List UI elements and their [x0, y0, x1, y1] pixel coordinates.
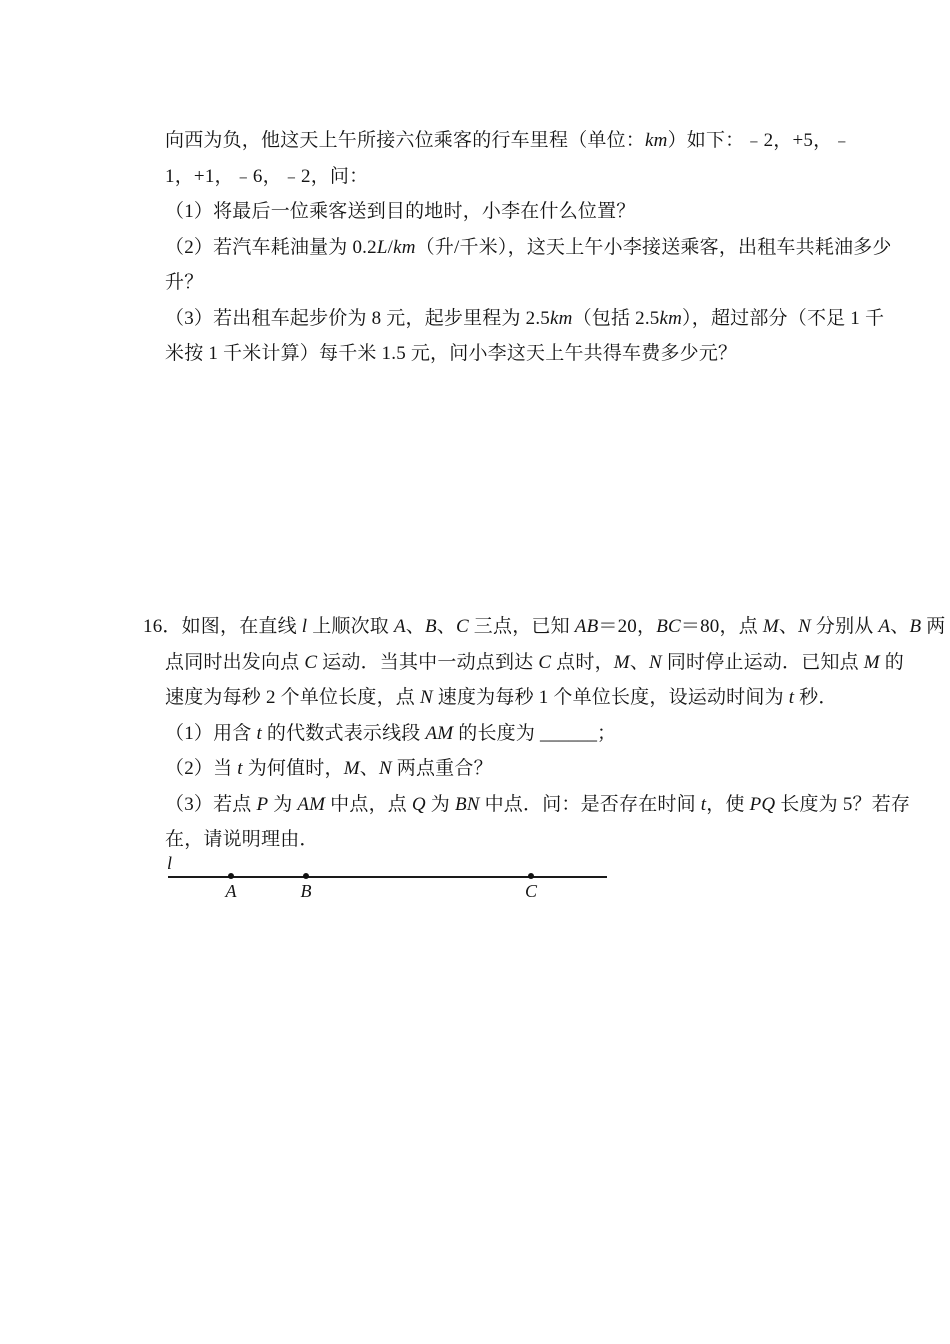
math-var: N: [378, 758, 392, 779]
math-var: C: [304, 651, 318, 673]
text-segment: 、: [778, 616, 799, 637]
text-segment: 、: [436, 616, 456, 637]
math-var: B: [909, 616, 922, 637]
text-segment: 速度为每秒 2 个单位长度，点: [165, 687, 420, 708]
text-segment: 、: [629, 651, 650, 673]
text-line: [165, 680, 845, 716]
math-var: km: [659, 307, 683, 329]
math-var: M: [343, 758, 360, 779]
text-segment: 运动．当其中一动点到达: [317, 651, 539, 673]
text-segment: 两: [921, 616, 946, 637]
text-segment: ；: [597, 722, 617, 744]
math-var: C: [538, 651, 552, 673]
math-var: Q: [411, 793, 426, 815]
text-segment: 点同时出发向点: [165, 651, 305, 673]
math-var: km: [550, 307, 573, 329]
text-segment: 秒．: [794, 687, 838, 708]
math-var: BN: [454, 793, 480, 815]
text-segment: 、: [890, 616, 910, 637]
text-line: [165, 716, 845, 752]
text-line: [165, 822, 845, 858]
text-line: [165, 194, 845, 230]
math-var: l: [301, 616, 308, 637]
math-var: L: [376, 236, 388, 258]
point-label-A: A: [225, 881, 237, 901]
math-var: N: [419, 687, 433, 708]
text-segment: 为何值时，: [242, 758, 344, 779]
math-var: A: [878, 616, 891, 637]
text-segment: 米按 1 千米计算）每千米 1.5 元，问小李这天上午共得车费多少元？: [165, 343, 738, 364]
math-var: AB: [574, 616, 599, 637]
math-var: t: [237, 758, 243, 779]
math-var: AM: [297, 793, 326, 815]
text-segment: 的: [879, 651, 904, 673]
math-var: km: [393, 236, 416, 258]
math-var: M: [863, 651, 880, 673]
text-segment: 点时，: [551, 651, 614, 673]
text-segment: （包括 2.5: [572, 307, 660, 329]
problem-16-block: [143, 609, 946, 858]
math-var: M: [762, 616, 779, 637]
text-segment: 升？: [165, 272, 204, 293]
text-line: [165, 230, 892, 266]
answer-blank: ______: [540, 722, 597, 744]
point-dot-A: [228, 873, 234, 879]
text-line: [165, 787, 911, 823]
text-segment: 的代数式表示线段: [261, 722, 426, 744]
point-dot-C: [528, 873, 534, 879]
math-var: B: [424, 616, 437, 637]
text-line: [165, 645, 904, 681]
math-var: N: [798, 616, 811, 637]
math-var: N: [649, 651, 662, 673]
text-segment: 、: [359, 758, 379, 779]
text-segment: （升/千米），这天上午小李接送乘客，出租车共耗油多少: [415, 236, 892, 258]
text-segment: 为: [268, 793, 298, 815]
text-segment: 向西为负，他这天上午所接六位乘客的行车里程（单位：: [165, 130, 646, 151]
math-var: M: [613, 651, 630, 673]
text-segment: ）如下：﹣2，+5，﹣: [667, 130, 852, 151]
point-label-C: C: [524, 881, 538, 901]
text-segment: （3）若出租车起步价为 8 元，起步里程为 2.5: [165, 307, 551, 329]
math-var: km: [645, 130, 668, 151]
text-line: [165, 265, 845, 301]
math-var: t: [788, 687, 795, 708]
text-line: [165, 159, 845, 195]
text-segment: 为: [425, 793, 455, 815]
line-label-l: l: [167, 853, 173, 873]
text-segment: 分别从: [810, 616, 879, 637]
point-label-B: B: [300, 881, 312, 901]
text-segment: 在，请说明理由．: [165, 829, 319, 850]
text-segment: 同时停止运动．已知点: [661, 651, 864, 673]
text-segment: 中点．问：是否存在时间: [479, 793, 701, 815]
text-line: [165, 751, 845, 787]
text-segment: ，使: [706, 793, 750, 815]
math-var: AM: [425, 722, 454, 744]
problem-15-block: [165, 123, 892, 372]
text-segment: ），超过部分（不足 1 千: [682, 307, 885, 329]
text-segment: 16．如图，在直线: [143, 616, 302, 637]
text-segment: 、: [405, 616, 425, 637]
text-segment: （2）当: [165, 758, 238, 779]
text-segment: ＝80，点: [680, 616, 763, 637]
text-line: [165, 301, 885, 337]
text-segment: 1，+1，﹣6，﹣2，问：: [165, 165, 369, 187]
math-var: PQ: [749, 793, 776, 815]
text-segment: （1）用含: [165, 722, 257, 744]
math-var: A: [393, 616, 406, 637]
math-var: t: [256, 722, 262, 744]
math-var: BC: [656, 616, 681, 637]
text-line: [165, 123, 852, 159]
text-line: [143, 609, 946, 645]
text-segment: 速度为每秒 1 个单位长度，设运动时间为: [432, 687, 789, 708]
text-segment: /: [387, 236, 394, 258]
text-segment: 长度为 5？若存: [775, 793, 911, 815]
text-segment: 三点，已知: [468, 616, 575, 637]
text-line: [165, 336, 845, 372]
math-var: t: [700, 793, 707, 815]
text-segment: 上顺次取: [307, 616, 394, 637]
text-segment: 的长度为: [453, 722, 540, 744]
text-segment: （2）若汽车耗油量为 0.2: [165, 236, 377, 258]
math-var: P: [256, 793, 269, 815]
text-segment: （1）将最后一位乘客送到目的地时，小李在什么位置？: [165, 201, 636, 222]
text-segment: 中点，点: [325, 793, 412, 815]
math-var: C: [455, 616, 469, 637]
text-segment: （3）若点: [165, 793, 257, 815]
text-segment: 两点重合？: [391, 758, 493, 779]
point-dot-B: [303, 873, 309, 879]
text-segment: ＝20，: [598, 616, 657, 637]
